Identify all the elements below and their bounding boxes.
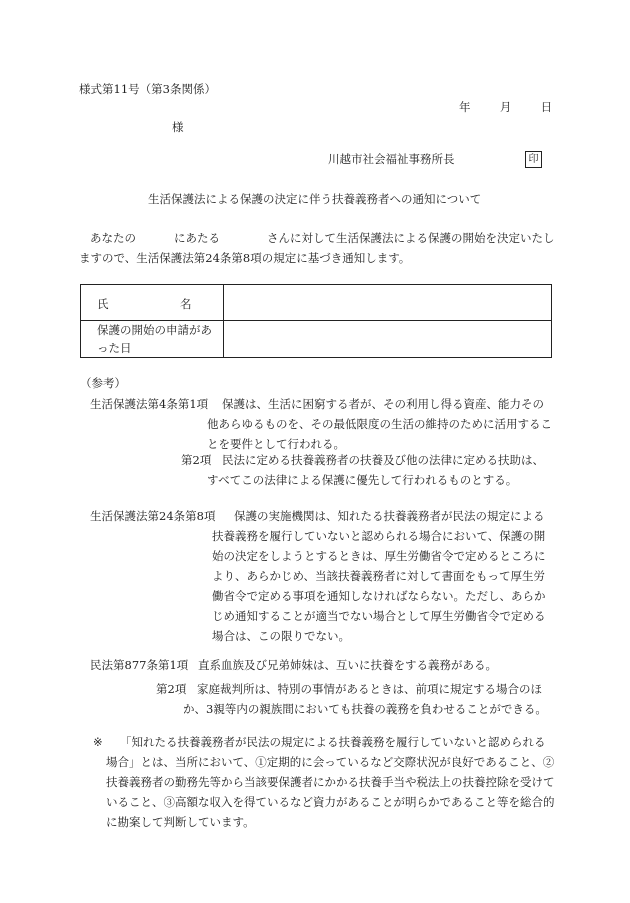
date-day-label: 日 <box>540 100 553 114</box>
name-label-cell <box>81 285 224 321</box>
info-table <box>80 284 552 358</box>
table-row <box>81 321 552 358</box>
law-text-civil-877-2: 家庭裁判所は、特別の事情があるときは、前項に規定する場合のほか、3親等内の親族間においても扶養の義務を負わせることができる。 <box>183 682 547 716</box>
application-date-label: 保護の開始の申請があった日 <box>81 321 224 358</box>
form-number: 様式第11号（第3条関係） <box>79 82 216 96</box>
addressee-suffix: 様 <box>172 120 184 134</box>
law-ref-welfare-24-8: 生活保護法第24条第8項 <box>90 509 216 523</box>
issuer-name: 川越市社会福祉事務所長 <box>328 152 455 166</box>
law-ref-civil-877-2: 第2項 <box>156 682 187 696</box>
law-text-welfare-4-1: 保護は、生活に困窮する者が、その利用し得る資産、能力その他あらゆるものを、その最低限度の生活の維持のために活用することを要件として行われる。 <box>207 397 552 451</box>
name-label-char-2: 名 <box>180 297 192 311</box>
note-text: 「知れたる扶養義務者が民法の規定による扶養義務を履行していないと認められる場合」とは、当所において、①定期的に会っているなど交際状況が良好であること、②扶養義務者の勤務先等から当該要保護者にかかる扶養手当や税法上の扶養控除を受けていること、③高額な収入を得ているなど資力があることが明らかであること等を総合的に勘案して判断しています。 <box>106 735 555 829</box>
law-text-civil-877-1: 直系血族及び兄弟姉妹は、互いに扶養をする義務がある。 <box>198 658 497 672</box>
application-date-value-cell[interactable] <box>224 321 552 358</box>
note-mark: ※ <box>93 735 103 749</box>
notice-body <box>79 228 559 268</box>
body-part-1: あなたの <box>90 231 136 245</box>
date-month-label: 月 <box>499 100 512 114</box>
document-title: 生活保護法による保護の決定に伴う扶養義務者への通知について <box>148 192 482 206</box>
law-ref-civil-877-1: 民法第877条第1項 <box>90 658 189 672</box>
law-text-welfare-24-8: 保護の実施機関は、知れたる扶養義務者が民法の規定による扶養義務を履行していないと認められる場合において、保護の開始の決定をしようとするときは、厚生労働省令で定めるところにより、あらかじめ、当該扶養義務者に対して書面をもって厚生労働省令で定める事項を通知しなければならない。ただし、あらかじめ通知することが適当でない場合として厚生労働省令で定める場合は、この限りでない。 <box>212 509 546 643</box>
name-value-cell[interactable] <box>224 285 552 321</box>
law-text-welfare-4-2: 民法に定める扶養義務者の扶養及び他の法律に定める扶助は、すべてこの法律による保護に優先して行われるものとする。 <box>207 453 544 487</box>
body-part-3: さんに対して生活保護法による保護の開始を決定いたしますので、生活保護法第24条第8項の規定に基づき通知します。 <box>79 231 555 265</box>
reference-heading: （参考） <box>80 376 126 390</box>
law-ref-welfare-4-2: 第2項 <box>181 453 212 467</box>
date-year-label: 年 <box>459 100 471 114</box>
seal-stamp: 印 <box>525 151 542 168</box>
body-part-2: にあたる <box>174 231 220 245</box>
law-ref-welfare-4-1: 生活保護法第4条第1項 <box>90 397 209 411</box>
date-line <box>459 102 552 114</box>
name-label-char-1: 氏 <box>97 297 109 311</box>
table-row <box>81 285 552 321</box>
